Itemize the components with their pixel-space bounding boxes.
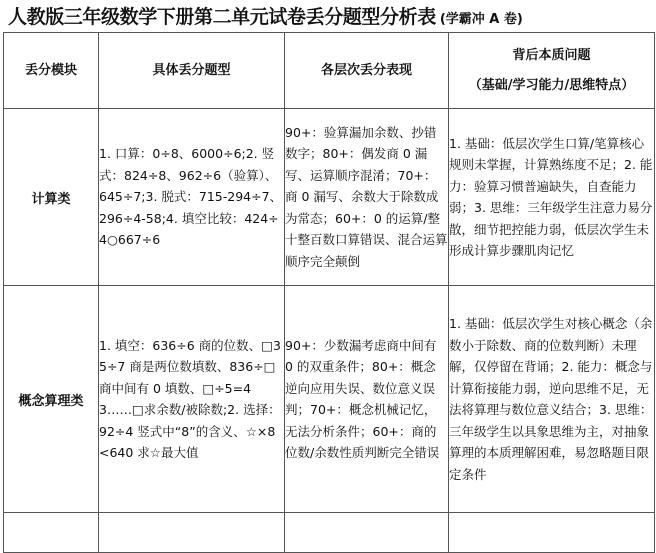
table-row-partial xyxy=(4,513,655,553)
question-types-cell xyxy=(99,286,285,513)
header-question-types: 具体丢分题型 xyxy=(99,33,285,109)
question-types-text: 1. 填空：636÷6 商的位数、□35÷7 商是两位数填数、836÷□商中间有 0 填数、□÷5=43……□求余数/被除数;2. 选择：92÷4 竖式中“8”的含义、☆×8<640 求☆最大值 xyxy=(99,337,281,460)
table-row xyxy=(4,286,655,513)
root-cause-text: 1. 基础：低层次学生口算/笔算核心规则未掌握，计算熟练度不足；2. 能力：验算习惯普遍缺失，自查能力弱；3. 思维：三年级学生注意力易分散，细节把控能力弱，低层次学生未形成计算步骤肌肉记忆 xyxy=(449,135,653,258)
table-header-row xyxy=(4,33,655,109)
empty-cell xyxy=(99,513,285,553)
header-performance: 各层次丢分表现 xyxy=(285,33,449,109)
question-types-text: 1. 口算：0÷8、6000÷6;2. 竖式：824÷8、962÷6（验算）、645÷7;3. 脱式：715-294÷7、296÷4-58;4. 填空比较：424÷4○667÷6 xyxy=(99,146,283,248)
root-cause-cell xyxy=(449,286,655,513)
title-subtitle: (学霸冲 A 卷) xyxy=(439,12,523,27)
performance-cell xyxy=(285,109,449,286)
header-root-cause-line1: 背后本质问题 xyxy=(512,47,591,63)
header-root-cause-line2: （基础/学习能力/思维特点） xyxy=(468,77,635,93)
empty-cell xyxy=(4,513,99,553)
empty-cell xyxy=(285,513,449,553)
performance-text: 90+：验算漏加余数、抄错数字；80+：偶发商 0 漏写、运算顺序混淆；70+：商 0 漏写、余数大于除数成为常态；60+：0 的运算/整十整百数口算错误、混合运算顺序完全颠倒 xyxy=(285,124,448,269)
header-module: 丢分模块 xyxy=(4,33,99,109)
performance-cell xyxy=(285,286,449,513)
empty-cell xyxy=(449,513,655,553)
module-cell: 计算类 xyxy=(4,109,99,286)
module-cell: 概念算理类 xyxy=(4,286,99,513)
question-types-cell xyxy=(99,109,285,286)
root-cause-text: 1. 基础：低层次学生对核心概念（余数小于除数、商的位数判断）未理解，仅停留在背诵；2. 能力：概念与计算衔接能力弱，逆向思维不足，无法将算理与数位意义结合；3. 思维：三年级学生以具象思维为主，对抽象算理的本质理解困难，易忽略题目限定条件 xyxy=(449,316,653,482)
page-title xyxy=(8,2,656,32)
performance-text: 90+：少数漏考虑商中间有 0 的双重条件；80+：概念逆向应用失误、数位意义误判；70+：概念机械记忆，无法分析条件；60+：商的位数/余数性质判断完全错误 xyxy=(285,337,440,460)
root-cause-cell xyxy=(449,109,655,286)
title-main: 人教版三年级数学下册第二单元试卷丢分题型分析表 xyxy=(8,6,436,28)
table-row xyxy=(4,109,655,286)
header-root-cause xyxy=(449,33,655,109)
analysis-table xyxy=(3,32,655,553)
